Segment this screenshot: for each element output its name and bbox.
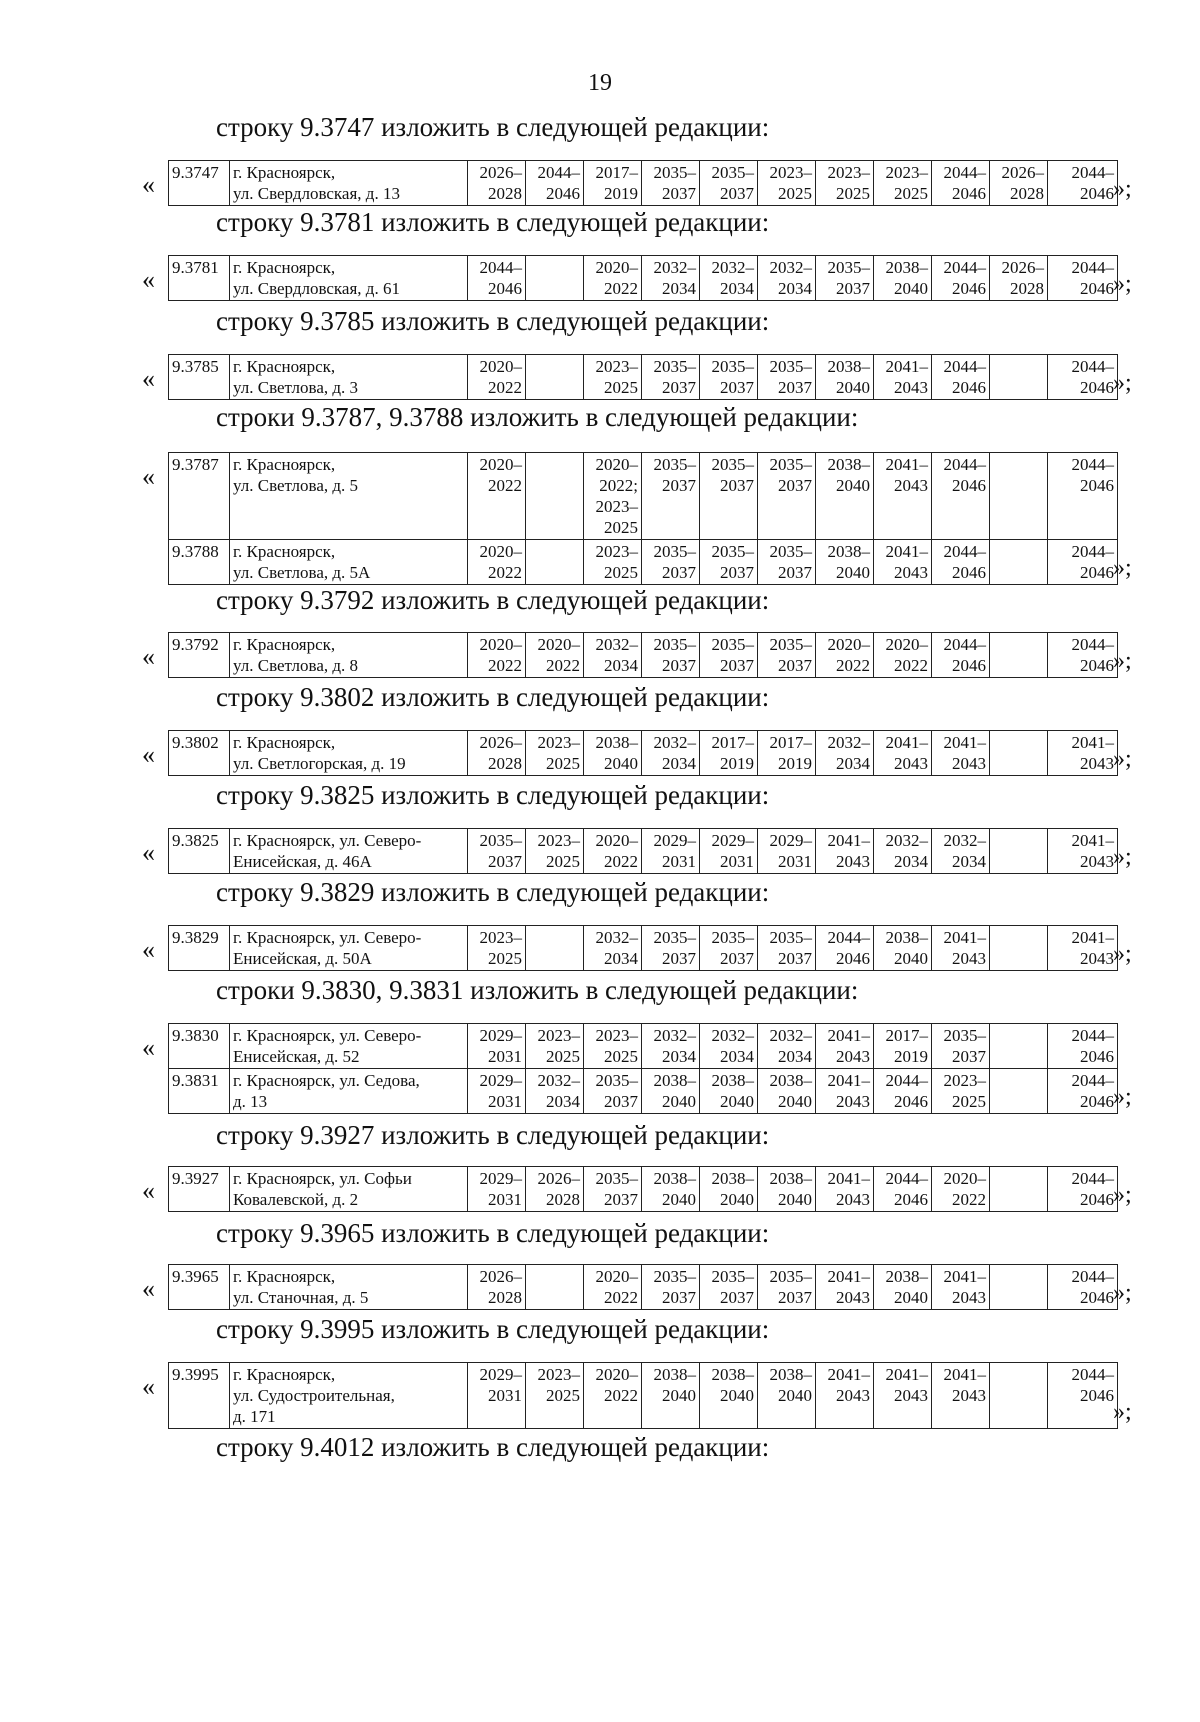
page-number: 19 [588,70,612,96]
year-range-cell: 2041– 2043 [816,1069,874,1114]
year-range-cell: 2020– 2022 [584,256,642,301]
year-range-cell: 2041– 2043 [816,1167,874,1212]
year-range-cell: 2029– 2031 [700,829,758,874]
close-quote: »; [1113,176,1132,202]
year-range-cell: 2035– 2037 [700,355,758,400]
year-range-cell: 2041– 2043 [932,1265,990,1310]
year-range-cell: 2020– 2022; 2023– 2025 [584,453,642,540]
year-range-cell: 2032– 2034 [700,1024,758,1069]
year-range-cell: 2044– 2046 [932,161,990,206]
close-quote: »; [1113,844,1132,870]
year-range-cell: 2044– 2046 [1048,161,1118,206]
year-range-cell: 2017– 2019 [584,161,642,206]
year-range-cell: 2023– 2025 [526,829,584,874]
year-range-cell: 2035– 2037 [700,1265,758,1310]
year-range-cell: 2035– 2037 [816,256,874,301]
year-range-cell [990,926,1048,971]
data-table [168,730,1118,776]
year-range-cell: 2026– 2028 [990,161,1048,206]
section-heading: строку 9.3829 изложить в следующей редакции: [216,877,770,907]
address-cell: г. Красноярск, ул. Судостроительная, д. 171 [230,1363,468,1429]
open-quote: « [142,642,155,671]
year-range-cell: 2041– 2043 [816,1024,874,1069]
year-range-cell: 2038– 2040 [874,926,932,971]
year-range-cell: 2041– 2043 [874,540,932,585]
year-range-cell: 2035– 2037 [758,1265,816,1310]
address-cell: г. Красноярск, ул. Софьи Ковалевской, д. 2 [230,1167,468,1212]
address-cell: г. Красноярск, ул. Светлова, д. 8 [230,633,468,678]
section-heading: строку 9.3825 изложить в следующей редакции: [216,780,770,810]
close-quote: »; [1113,555,1132,581]
year-range-cell: 2035– 2037 [642,926,700,971]
section-heading: строку 9.3785 изложить в следующей редакции: [216,306,770,336]
table-row [169,1265,1118,1310]
year-range-cell: 2035– 2037 [700,161,758,206]
year-range-cell: 2032– 2034 [642,256,700,301]
year-range-cell: 2026– 2028 [468,1265,526,1310]
year-range-cell: 2041– 2043 [874,355,932,400]
data-table [168,828,1118,874]
table-row [169,633,1118,678]
year-range-cell [526,256,584,301]
data-table [168,1023,1118,1114]
open-quote: « [142,935,155,964]
address-cell: г. Красноярск, ул. Северо- Енисейская, д. 52 [230,1024,468,1069]
year-range-cell: 2026– 2028 [468,731,526,776]
year-range-cell: 2020– 2022 [468,355,526,400]
year-range-cell: 2035– 2037 [642,161,700,206]
year-range-cell: 2029– 2031 [642,829,700,874]
year-range-cell: 2017– 2019 [700,731,758,776]
year-range-cell: 2023– 2025 [584,1024,642,1069]
year-range-cell: 2020– 2022 [584,1265,642,1310]
table-row [169,1167,1118,1212]
address-cell: г. Красноярск, ул. Светлогорская, д. 19 [230,731,468,776]
close-quote: »; [1113,1084,1132,1110]
year-range-cell: 2038– 2040 [816,453,874,540]
year-range-cell: 2038– 2040 [642,1167,700,1212]
address-cell: г. Красноярск, ул. Светлова, д. 3 [230,355,468,400]
row-number: 9.3830 [169,1024,230,1069]
year-range-cell: 2041– 2043 [816,1363,874,1429]
year-range-cell: 2044– 2046 [874,1069,932,1114]
data-table [168,354,1118,400]
year-range-cell [990,540,1048,585]
year-range-cell [526,540,584,585]
year-range-cell [990,731,1048,776]
section-heading: строки 9.3830, 9.3831 изложить в следующей редакции: [216,975,859,1005]
year-range-cell [990,1069,1048,1114]
year-range-cell: 2035– 2037 [642,633,700,678]
year-range-cell: 2020– 2022 [584,1363,642,1429]
year-range-cell [990,1363,1048,1429]
data-table [168,1166,1118,1212]
year-range-cell: 2032– 2034 [526,1069,584,1114]
year-range-cell: 2035– 2037 [758,926,816,971]
year-range-cell: 2044– 2046 [874,1167,932,1212]
data-table [168,1362,1118,1429]
close-quote: »; [1113,1399,1132,1425]
row-number: 9.3831 [169,1069,230,1114]
table-row [169,256,1118,301]
year-range-cell: 2035– 2037 [642,453,700,540]
year-range-cell: 2044– 2046 [1048,453,1118,540]
year-range-cell: 2023– 2025 [526,1363,584,1429]
data-table [168,925,1118,971]
open-quote: « [142,1176,155,1205]
year-range-cell: 2044– 2046 [932,453,990,540]
year-range-cell: 2020– 2022 [874,633,932,678]
year-range-cell: 2023– 2025 [468,926,526,971]
year-range-cell: 2038– 2040 [700,1069,758,1114]
year-range-cell: 2041– 2043 [874,731,932,776]
row-number: 9.3781 [169,256,230,301]
year-range-cell: 2035– 2037 [642,540,700,585]
open-quote: « [142,1372,155,1401]
close-quote: »; [1113,1280,1132,1306]
year-range-cell: 2038– 2040 [758,1363,816,1429]
section-heading: строку 9.3802 изложить в следующей редакции: [216,682,770,712]
year-range-cell: 2032– 2034 [758,1024,816,1069]
section-heading: строку 9.3965 изложить в следующей редакции: [216,1218,770,1248]
year-range-cell: 2038– 2040 [642,1069,700,1114]
year-range-cell: 2044– 2046 [932,633,990,678]
close-quote: »; [1113,370,1132,396]
year-range-cell: 2044– 2046 [1048,1265,1118,1310]
year-range-cell: 2032– 2034 [700,256,758,301]
year-range-cell: 2038– 2040 [758,1069,816,1114]
table-row [169,926,1118,971]
open-quote: « [142,838,155,867]
year-range-cell: 2020– 2022 [584,829,642,874]
row-number: 9.3747 [169,161,230,206]
year-range-cell: 2044– 2046 [816,926,874,971]
year-range-cell: 2026– 2028 [468,161,526,206]
year-range-cell [990,1167,1048,1212]
year-range-cell: 2035– 2037 [758,453,816,540]
year-range-cell: 2038– 2040 [700,1167,758,1212]
year-range-cell: 2026– 2028 [526,1167,584,1212]
year-range-cell: 2029– 2031 [758,829,816,874]
year-range-cell: 2044– 2046 [468,256,526,301]
section-heading: строку 9.3792 изложить в следующей редакции: [216,585,770,615]
year-range-cell: 2041– 2043 [874,1363,932,1429]
year-range-cell: 2044– 2046 [1048,256,1118,301]
year-range-cell: 2041– 2043 [932,731,990,776]
row-number: 9.3802 [169,731,230,776]
data-table [168,255,1118,301]
year-range-cell: 2029– 2031 [468,1024,526,1069]
year-range-cell: 2026– 2028 [990,256,1048,301]
table-row [169,731,1118,776]
open-quote: « [142,1274,155,1303]
year-range-cell: 2044– 2046 [526,161,584,206]
year-range-cell: 2035– 2037 [700,633,758,678]
year-range-cell: 2041– 2043 [1048,926,1118,971]
data-table [168,1264,1118,1310]
year-range-cell: 2035– 2037 [758,633,816,678]
table-row [169,540,1118,585]
year-range-cell: 2038– 2040 [816,540,874,585]
year-range-cell: 2035– 2037 [932,1024,990,1069]
year-range-cell [526,926,584,971]
year-range-cell: 2017– 2019 [874,1024,932,1069]
section-heading: строку 9.4012 изложить в следующей редакции: [216,1432,770,1462]
year-range-cell: 2029– 2031 [468,1363,526,1429]
year-range-cell: 2032– 2034 [932,829,990,874]
year-range-cell: 2023– 2025 [584,355,642,400]
year-range-cell: 2020– 2022 [816,633,874,678]
year-range-cell: 2035– 2037 [758,355,816,400]
year-range-cell: 2023– 2025 [584,540,642,585]
year-range-cell: 2038– 2040 [584,731,642,776]
year-range-cell: 2041– 2043 [932,926,990,971]
year-range-cell: 2023– 2025 [526,731,584,776]
year-range-cell [990,1024,1048,1069]
year-range-cell: 2023– 2025 [758,161,816,206]
address-cell: г. Красноярск, ул. Станочная, д. 5 [230,1265,468,1310]
close-quote: »; [1113,941,1132,967]
year-range-cell: 2035– 2037 [642,1265,700,1310]
open-quote: « [142,170,155,199]
year-range-cell [526,453,584,540]
year-range-cell: 2032– 2034 [584,633,642,678]
section-heading: строки 9.3787, 9.3788 изложить в следующей редакции: [216,402,859,432]
table-row [169,453,1118,540]
row-number: 9.3965 [169,1265,230,1310]
year-range-cell: 2023– 2025 [874,161,932,206]
open-quote: « [142,364,155,393]
table-row [169,1024,1118,1069]
year-range-cell: 2038– 2040 [874,1265,932,1310]
year-range-cell: 2038– 2040 [642,1363,700,1429]
row-number: 9.3787 [169,453,230,540]
address-cell: г. Красноярск, ул. Северо- Енисейская, д. 50А [230,926,468,971]
year-range-cell: 2020– 2022 [468,540,526,585]
year-range-cell [990,355,1048,400]
open-quote: « [142,740,155,769]
year-range-cell: 2044– 2046 [932,256,990,301]
table-row [169,161,1118,206]
year-range-cell: 2038– 2040 [874,256,932,301]
close-quote: »; [1113,746,1132,772]
year-range-cell: 2017– 2019 [758,731,816,776]
address-cell: г. Красноярск, ул. Свердловская, д. 13 [230,161,468,206]
year-range-cell: 2032– 2034 [584,926,642,971]
year-range-cell: 2020– 2022 [932,1167,990,1212]
row-number: 9.3829 [169,926,230,971]
year-range-cell: 2020– 2022 [468,453,526,540]
row-number: 9.3825 [169,829,230,874]
year-range-cell: 2041– 2043 [816,829,874,874]
year-range-cell: 2035– 2037 [642,355,700,400]
data-table [168,452,1118,585]
year-range-cell: 2041– 2043 [816,1265,874,1310]
close-quote: »; [1113,648,1132,674]
year-range-cell: 2044– 2046 [1048,1363,1118,1429]
open-quote: « [142,265,155,294]
year-range-cell: 2035– 2037 [468,829,526,874]
year-range-cell: 2044– 2046 [932,540,990,585]
year-range-cell: 2041– 2043 [874,453,932,540]
open-quote: « [142,462,155,491]
section-heading: строку 9.3995 изложить в следующей редакции: [216,1314,770,1344]
address-cell: г. Красноярск, ул. Северо- Енисейская, д. 46А [230,829,468,874]
year-range-cell: 2044– 2046 [1048,1069,1118,1114]
section-heading: строку 9.3781 изложить в следующей редакции: [216,207,770,237]
data-table [168,160,1118,206]
year-range-cell: 2041– 2043 [1048,731,1118,776]
year-range-cell: 2020– 2022 [526,633,584,678]
close-quote: »; [1113,1182,1132,1208]
year-range-cell: 2038– 2040 [758,1167,816,1212]
year-range-cell: 2032– 2034 [758,256,816,301]
row-number: 9.3995 [169,1363,230,1429]
year-range-cell: 2035– 2037 [700,453,758,540]
row-number: 9.3792 [169,633,230,678]
year-range-cell: 2044– 2046 [1048,633,1118,678]
year-range-cell [526,355,584,400]
year-range-cell: 2035– 2037 [700,540,758,585]
data-table [168,632,1118,678]
year-range-cell [990,1265,1048,1310]
year-range-cell: 2035– 2037 [758,540,816,585]
close-quote: »; [1113,271,1132,297]
year-range-cell: 2023– 2025 [932,1069,990,1114]
year-range-cell: 2029– 2031 [468,1069,526,1114]
row-number: 9.3785 [169,355,230,400]
section-heading: строку 9.3747 изложить в следующей редакции: [216,112,770,142]
year-range-cell [526,1265,584,1310]
address-cell: г. Красноярск, ул. Светлова, д. 5 [230,453,468,540]
table-row [169,355,1118,400]
year-range-cell: 2038– 2040 [816,355,874,400]
year-range-cell: 2032– 2034 [642,1024,700,1069]
year-range-cell [990,633,1048,678]
table-row [169,1069,1118,1114]
row-number: 9.3788 [169,540,230,585]
year-range-cell: 2020– 2022 [468,633,526,678]
year-range-cell: 2041– 2043 [1048,829,1118,874]
year-range-cell: 2044– 2046 [1048,1024,1118,1069]
table-row [169,829,1118,874]
open-quote: « [142,1033,155,1062]
year-range-cell: 2023– 2025 [526,1024,584,1069]
year-range-cell: 2044– 2046 [932,355,990,400]
table-row [169,1363,1118,1429]
year-range-cell [990,453,1048,540]
address-cell: г. Красноярск, ул. Седова, д. 13 [230,1069,468,1114]
year-range-cell: 2035– 2037 [700,926,758,971]
section-heading: строку 9.3927 изложить в следующей редакции: [216,1120,770,1150]
year-range-cell: 2032– 2034 [816,731,874,776]
year-range-cell [990,829,1048,874]
year-range-cell: 2032– 2034 [642,731,700,776]
year-range-cell: 2035– 2037 [584,1167,642,1212]
year-range-cell: 2035– 2037 [584,1069,642,1114]
year-range-cell: 2038– 2040 [700,1363,758,1429]
address-cell: г. Красноярск, ул. Светлова, д. 5А [230,540,468,585]
year-range-cell: 2029– 2031 [468,1167,526,1212]
year-range-cell: 2044– 2046 [1048,1167,1118,1212]
year-range-cell: 2023– 2025 [816,161,874,206]
row-number: 9.3927 [169,1167,230,1212]
year-range-cell: 2044– 2046 [1048,355,1118,400]
address-cell: г. Красноярск, ул. Свердловская, д. 61 [230,256,468,301]
year-range-cell: 2032– 2034 [874,829,932,874]
year-range-cell: 2044– 2046 [1048,540,1118,585]
year-range-cell: 2041– 2043 [932,1363,990,1429]
